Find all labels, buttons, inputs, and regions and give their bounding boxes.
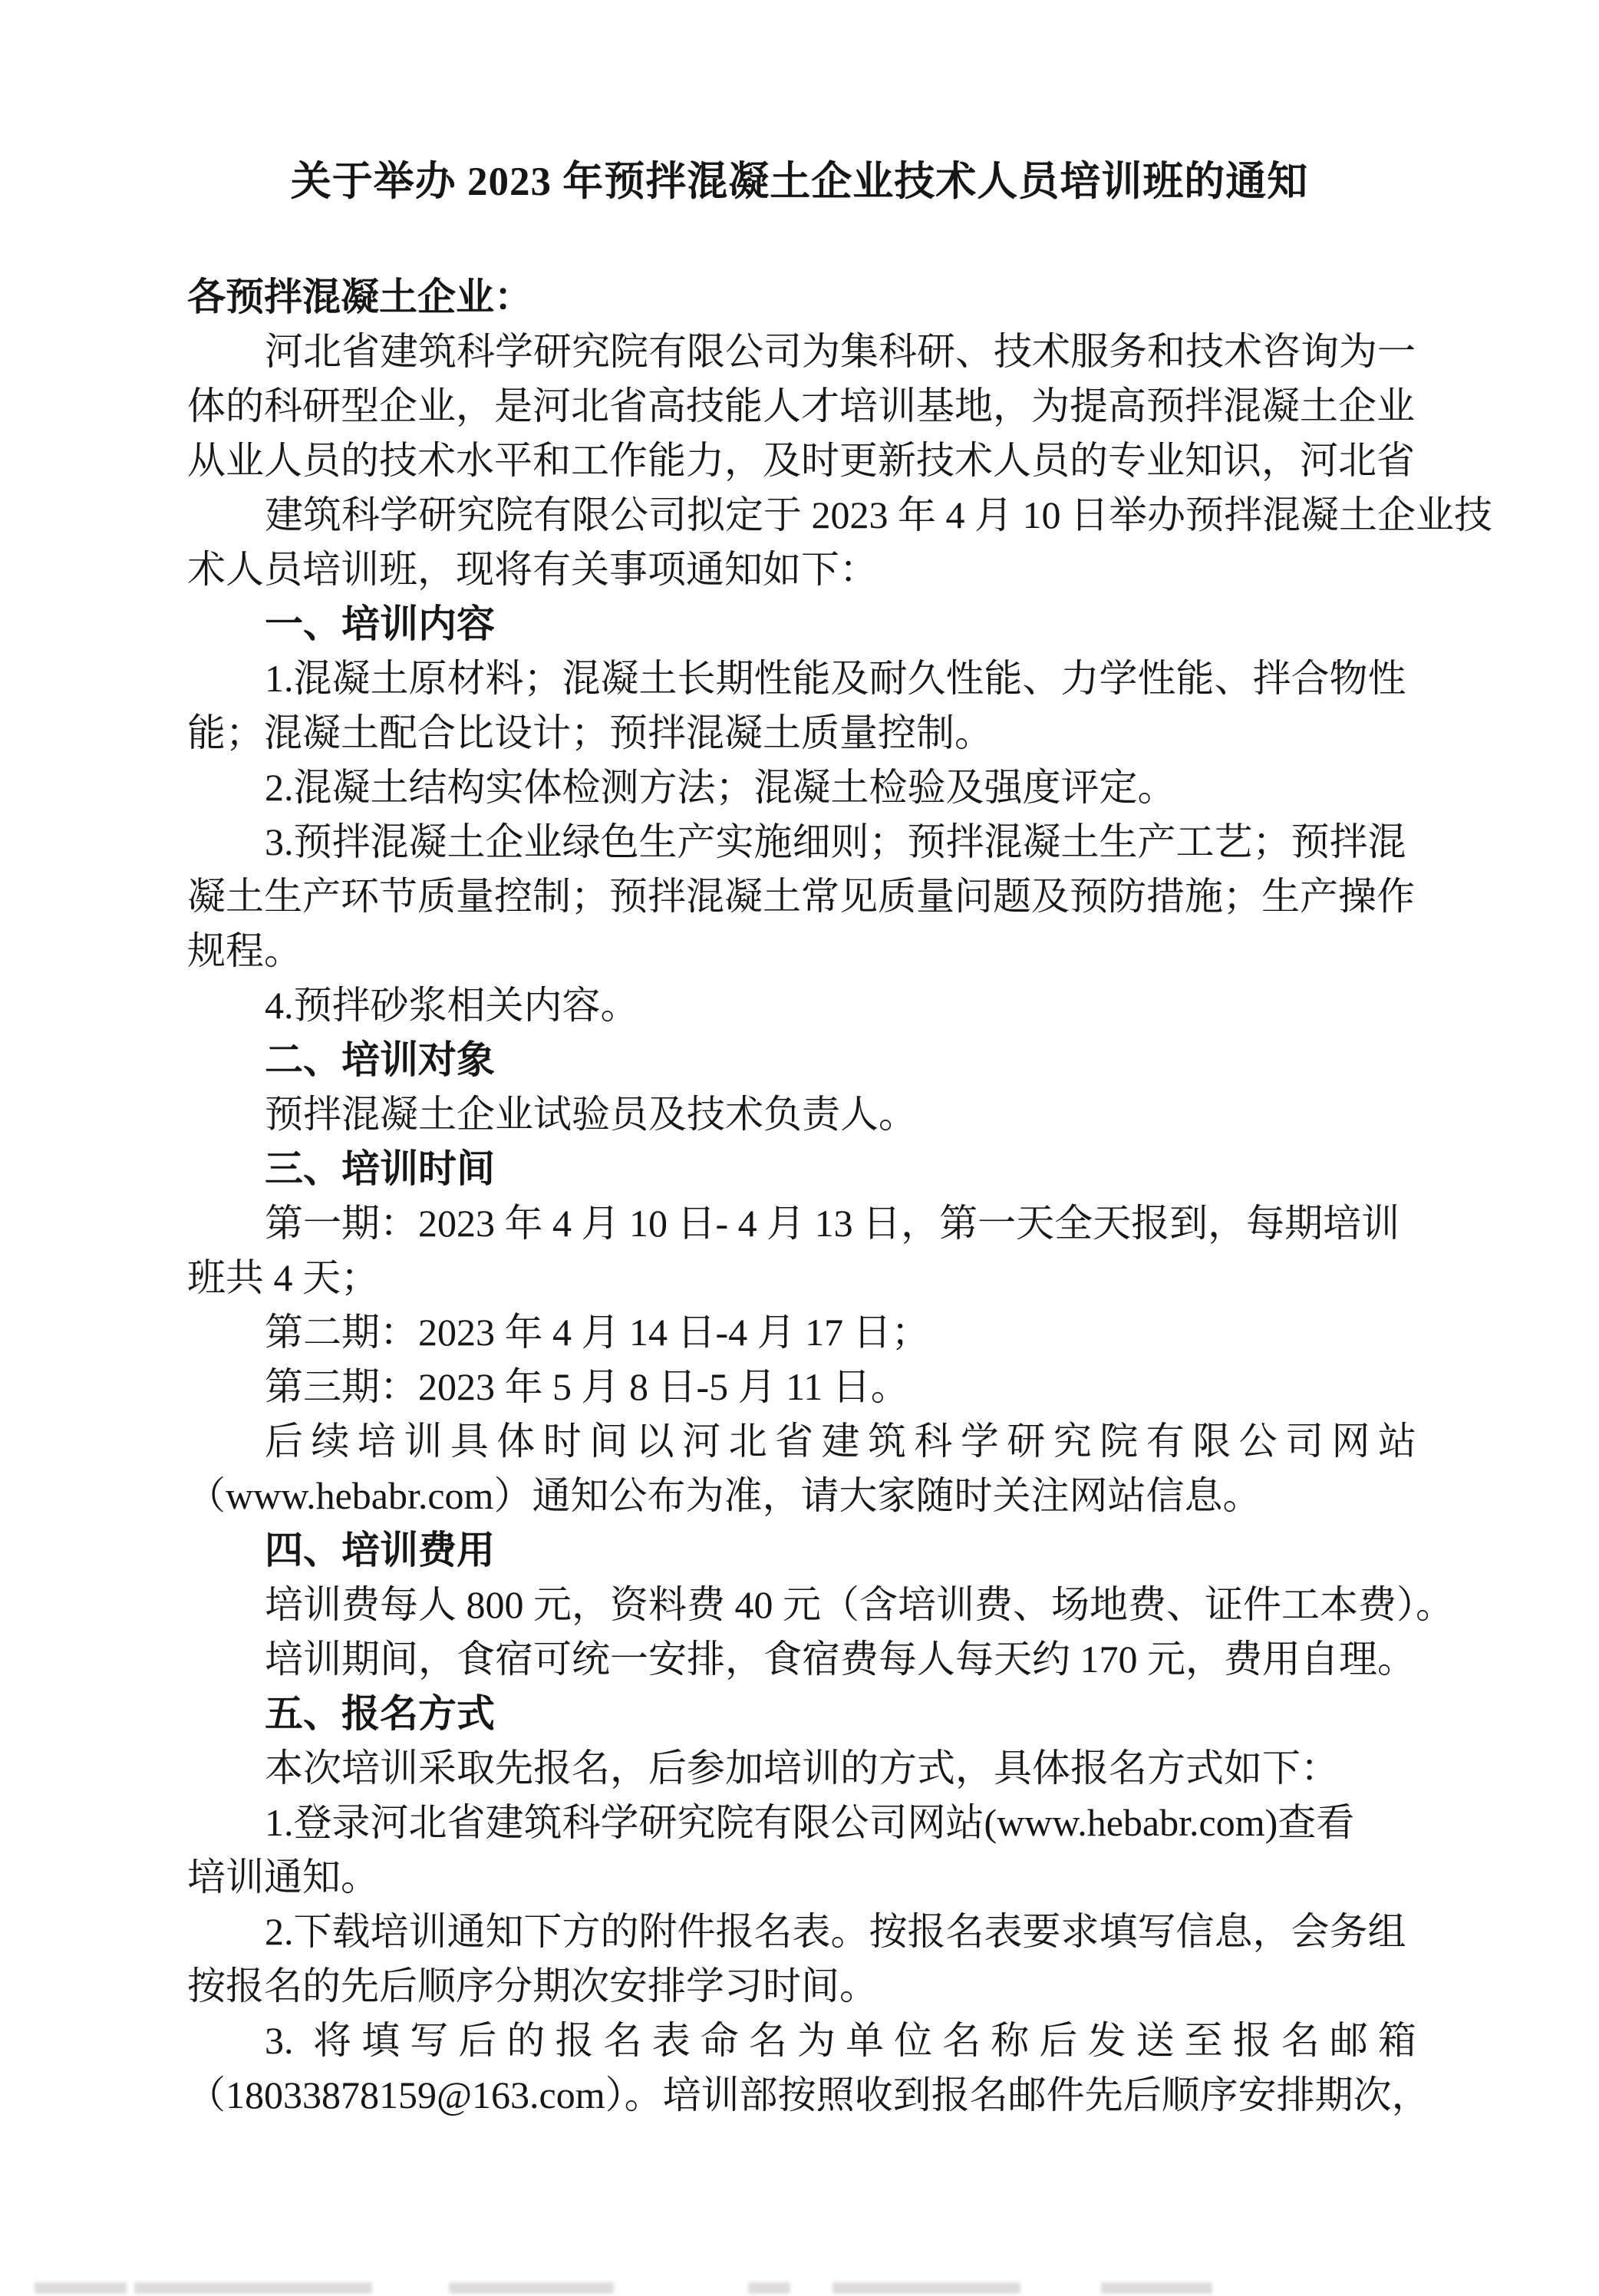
text-line: 1.登录河北省建筑科学研究院有限公司网站(www.hebabr.com)查看 bbox=[265, 1801, 1355, 1844]
salutation: 各预拌混凝土企业： bbox=[187, 275, 532, 318]
text-line: 4.预拌砂浆相关内容。 bbox=[265, 984, 639, 1027]
text-line: 培训费每人 800 元，资料费 40 元（含培训费、场地费、证件工本费）。 bbox=[265, 1583, 1454, 1626]
text-line: 术人员培训班，现将有关事项通知如下： bbox=[187, 548, 878, 591]
text-line: 本次培训采取先报名，后参加培训的方式，具体报名方式如下： bbox=[265, 1747, 1339, 1790]
section-heading-registration: 五、报名方式 bbox=[265, 1692, 495, 1735]
bottom-cutoff-artifact bbox=[0, 2278, 1599, 2296]
text-line: 从业人员的技术水平和工作能力，及时更新技术人员的专业知识，河北省 bbox=[187, 439, 1415, 482]
text-line: 培训期间，食宿可统一安排，食宿费每人每天约 170 元，费用自理。 bbox=[265, 1638, 1416, 1681]
text-line: 第三期：2023 年 5 月 8 日-5 月 11 日。 bbox=[265, 1365, 909, 1408]
text-line: 第一期：2023 年 4 月 10 日- 4 月 13 日，第一天全天报到，每期培训 bbox=[265, 1202, 1400, 1245]
text-line: 后续培训具体时间以河北省建筑科学研究院有限公司网站 bbox=[265, 1420, 1416, 1463]
text-line: （18033878159@163.com）。培训部按照收到报名邮件先后顺序安排期次， bbox=[187, 2073, 1430, 2116]
text-line: 河北省建筑科学研究院有限公司为集科研、技术服务和技术咨询为一 bbox=[265, 330, 1416, 373]
text-line: 班共 4 天； bbox=[187, 1256, 379, 1299]
text-line: 凝土生产环节质量控制；预拌混凝土常见质量问题及预防措施；生产操作 bbox=[187, 875, 1415, 918]
text-line: 3.预拌混凝土企业绿色生产实施细则；预拌混凝土生产工艺；预拌混 bbox=[265, 820, 1406, 863]
text-line: 规程。 bbox=[187, 929, 302, 972]
text-line: （www.hebabr.com）通知公布为准，请大家随时关注网站信息。 bbox=[187, 1474, 1261, 1517]
text-line: 体的科研型企业，是河北省高技能人才培训基地，为提高预拌混凝土企业 bbox=[187, 384, 1415, 427]
text-line: 培训通知。 bbox=[187, 1856, 379, 1898]
section-heading-training-target: 二、培训对象 bbox=[265, 1038, 495, 1081]
text-line: 预拌混凝土企业试验员及技术负责人。 bbox=[265, 1093, 917, 1136]
section-heading-training-content: 一、培训内容 bbox=[265, 602, 495, 645]
text-line: 建筑科学研究院有限公司拟定于 2023 年 4 月 10 日举办预拌混凝土企业技 bbox=[265, 493, 1492, 536]
text-line: 按报名的先后顺序分期次安排学习时间。 bbox=[187, 1964, 878, 2007]
text-line: 3. 将填写后的报名表命名为单位名称后发送至报名邮箱 bbox=[265, 2019, 1416, 2062]
text-line: 第二期：2023 年 4 月 14 日-4 月 17 日； bbox=[265, 1311, 930, 1354]
text-line: 2.混凝土结构实体检测方法；混凝土检验及强度评定。 bbox=[265, 766, 1176, 809]
text-line: 2.下载培训通知下方的附件报名表。按报名表要求填写信息，会务组 bbox=[265, 1910, 1406, 1953]
text-line: 1.混凝土原材料；混凝土长期性能及耐久性能、力学性能、拌合物性 bbox=[265, 657, 1406, 700]
text-line: 能；混凝土配合比设计；预拌混凝土质量控制。 bbox=[187, 711, 993, 754]
document-title: 关于举办 2023 年预拌混凝土企业技术人员培训班的通知 bbox=[290, 160, 1309, 204]
section-heading-training-fee: 四、培训费用 bbox=[265, 1529, 495, 1572]
section-heading-training-time: 三、培训时间 bbox=[265, 1147, 495, 1190]
document-body bbox=[187, 270, 1492, 2123]
